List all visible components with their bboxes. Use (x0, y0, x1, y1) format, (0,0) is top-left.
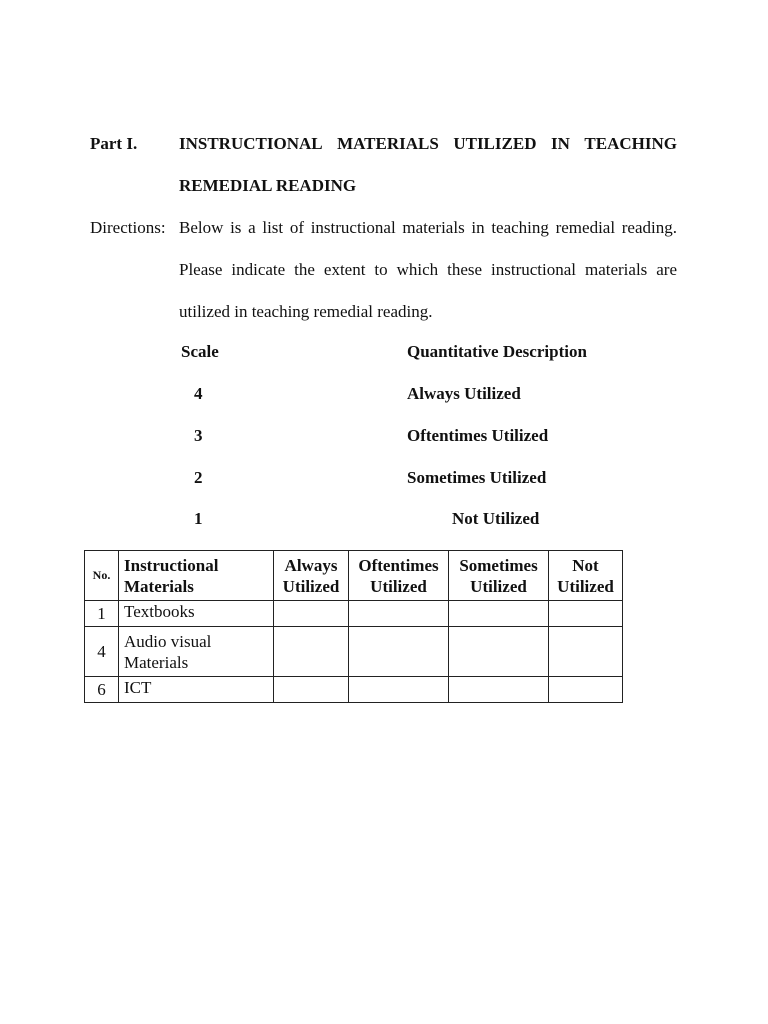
scale-description-1: Not Utilized (452, 509, 540, 528)
scale-value-4: 4 (194, 384, 203, 403)
part-title (179, 134, 677, 154)
row-number: 6 (85, 677, 119, 703)
scale-description-3: Oftentimes Utilized (407, 426, 549, 445)
directions-label: Directions: (90, 218, 166, 237)
sometimes-utilized-cell[interactable] (449, 601, 549, 627)
utilization-rating-table (84, 550, 623, 703)
quantitative-description-header: Quantitative Description (407, 342, 587, 361)
header-instructional-materials: Instructional Materials (119, 551, 274, 601)
header-not-utilized: Not Utilized (549, 551, 623, 601)
part-title-word: UTILIZED (453, 134, 537, 153)
not-utilized-cell[interactable] (549, 677, 623, 703)
not-utilized-cell[interactable] (549, 601, 623, 627)
part-title-word: MATERIALS (337, 134, 439, 153)
header-always-utilized: Always Utilized (274, 551, 349, 601)
table-row (85, 627, 623, 677)
row-number: 4 (85, 627, 119, 677)
material-name: Audio visual Materials (119, 627, 274, 677)
always-utilized-cell[interactable] (274, 627, 349, 677)
table-header-row (85, 551, 623, 601)
oftentimes-utilized-cell[interactable] (349, 601, 449, 627)
header-no: No. (85, 551, 119, 601)
directions-line-1: Below is a list of instructional materials in teaching remedial reading. (179, 218, 677, 237)
table-row (85, 601, 623, 627)
material-name: ICT (119, 677, 274, 703)
part-title-line-2: REMEDIAL READING (179, 176, 357, 195)
scale-header: Scale (181, 342, 219, 361)
header-oftentimes-utilized: Oftentimes Utilized (349, 551, 449, 601)
part-title-word: IN (550, 134, 570, 153)
directions-line-2: Please indicate the extent to which these instructional materials are (179, 260, 677, 279)
table-row (85, 677, 623, 703)
scale-description-4: Always Utilized (407, 384, 521, 403)
scale-description-2: Sometimes Utilized (407, 468, 547, 487)
not-utilized-cell[interactable] (549, 627, 623, 677)
sometimes-utilized-cell[interactable] (449, 627, 549, 677)
scale-value-1: 1 (194, 509, 203, 528)
scale-value-2: 2 (194, 468, 203, 487)
always-utilized-cell[interactable] (274, 601, 349, 627)
scale-value-3: 3 (194, 426, 203, 445)
part-label: Part I. (90, 134, 138, 153)
row-number: 1 (85, 601, 119, 627)
part-title-word: TEACHING (584, 134, 677, 153)
sometimes-utilized-cell[interactable] (449, 677, 549, 703)
header-sometimes-utilized: Sometimes Utilized (449, 551, 549, 601)
oftentimes-utilized-cell[interactable] (349, 627, 449, 677)
always-utilized-cell[interactable] (274, 677, 349, 703)
directions-line-3: utilized in teaching remedial reading. (179, 302, 433, 321)
material-name: Textbooks (119, 601, 274, 627)
part-title-word: INSTRUCTIONAL (179, 134, 323, 153)
oftentimes-utilized-cell[interactable] (349, 677, 449, 703)
